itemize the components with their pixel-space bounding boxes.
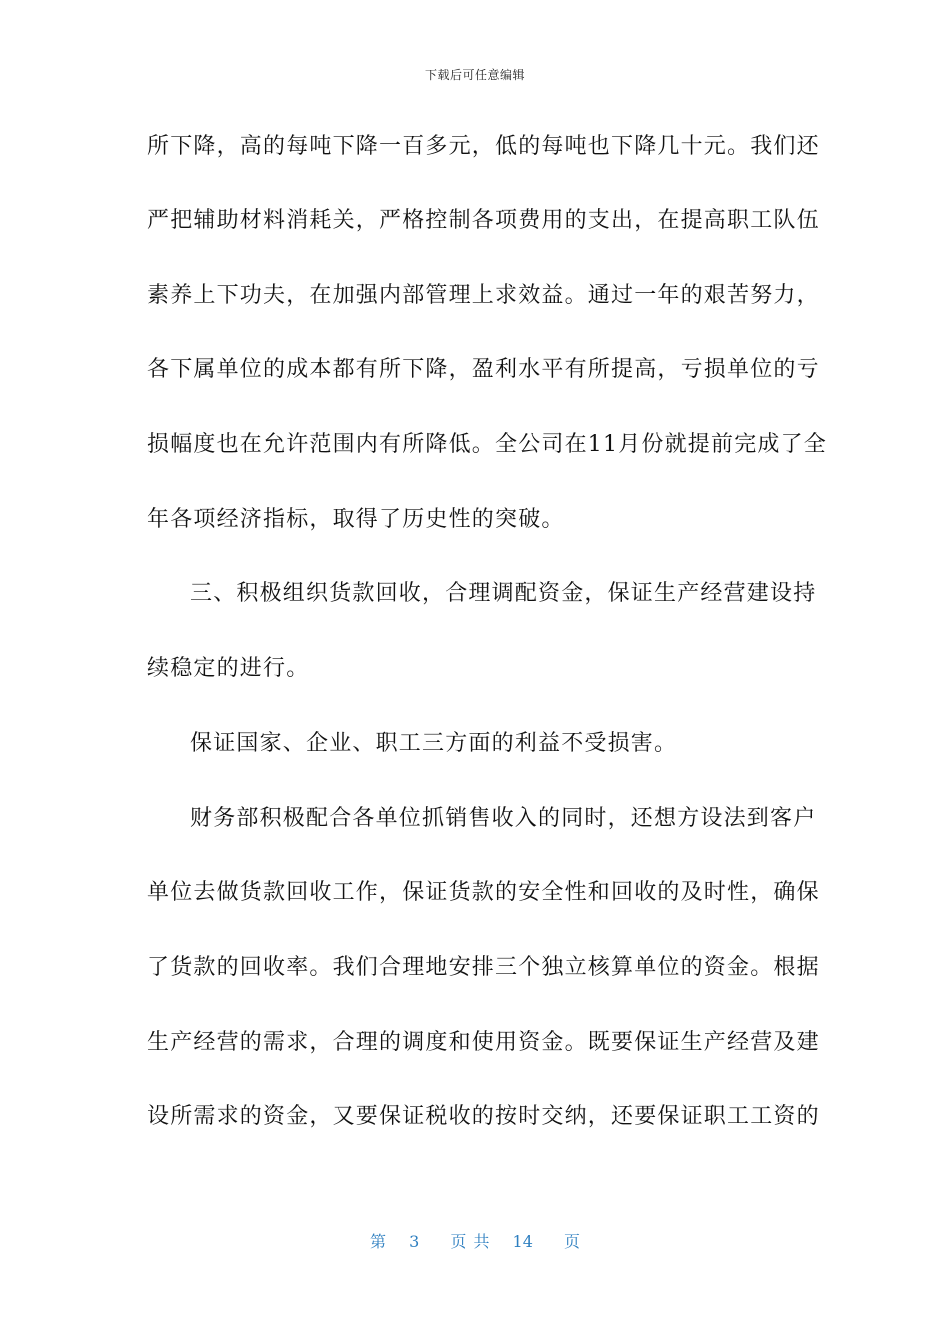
body-line: 设所需求的资金，又要保证税收的按时交纳，还要保证职工工资的 [147,1104,820,1129]
body-line: 单位去做货款回收工作，保证货款的安全性和回收的及时性，确保 [147,880,820,905]
total-pages-number: 14 [512,1232,533,1251]
footer-middle: 页 共 [450,1232,490,1251]
body-line: 素养上下功夫，在加强内部管理上求效益。通过一年的艰苦努力， [147,283,820,308]
body-line: 年各项经济指标，取得了历史性的突破。 [147,507,565,532]
page-footer [0,1229,950,1252]
body-line: 生产经营的需求，合理的调度和使用资金。既要保证生产经营及建 [147,1030,820,1055]
body-line: 续稳定的进行。 [147,656,310,681]
body-line: 了货款的回收率。我们合理地安排三个独立核算单位的资金。根据 [147,955,820,980]
body-line: 所下降，高的每吨下降一百多元，低的每吨也下降几十元。我们还 [147,134,820,159]
body-line: 各下属单位的成本都有所下降，盈利水平有所提高，亏损单位的亏 [147,357,820,382]
body-line: 损幅度也在允许范围内有所降低。全公司在11月份就提前完成了全 [147,432,827,457]
section-heading: 三、积极组织货款回收，合理调配资金，保证生产经营建设持 [190,581,817,606]
paragraph-start: 保证国家、企业、职工三方面的利益不受损害。 [190,731,678,756]
paragraph-start: 财务部积极配合各单位抓销售收入的同时，还想方设法到客户 [190,806,817,831]
page-header: 下载后可任意编辑 [424,68,525,82]
current-page-number: 3 [409,1232,420,1251]
footer-prefix: 第 [369,1232,386,1251]
body-line: 严把辅助材料消耗关，严格控制各项费用的支出，在提高职工队伍 [147,208,820,233]
footer-suffix: 页 [564,1232,581,1251]
